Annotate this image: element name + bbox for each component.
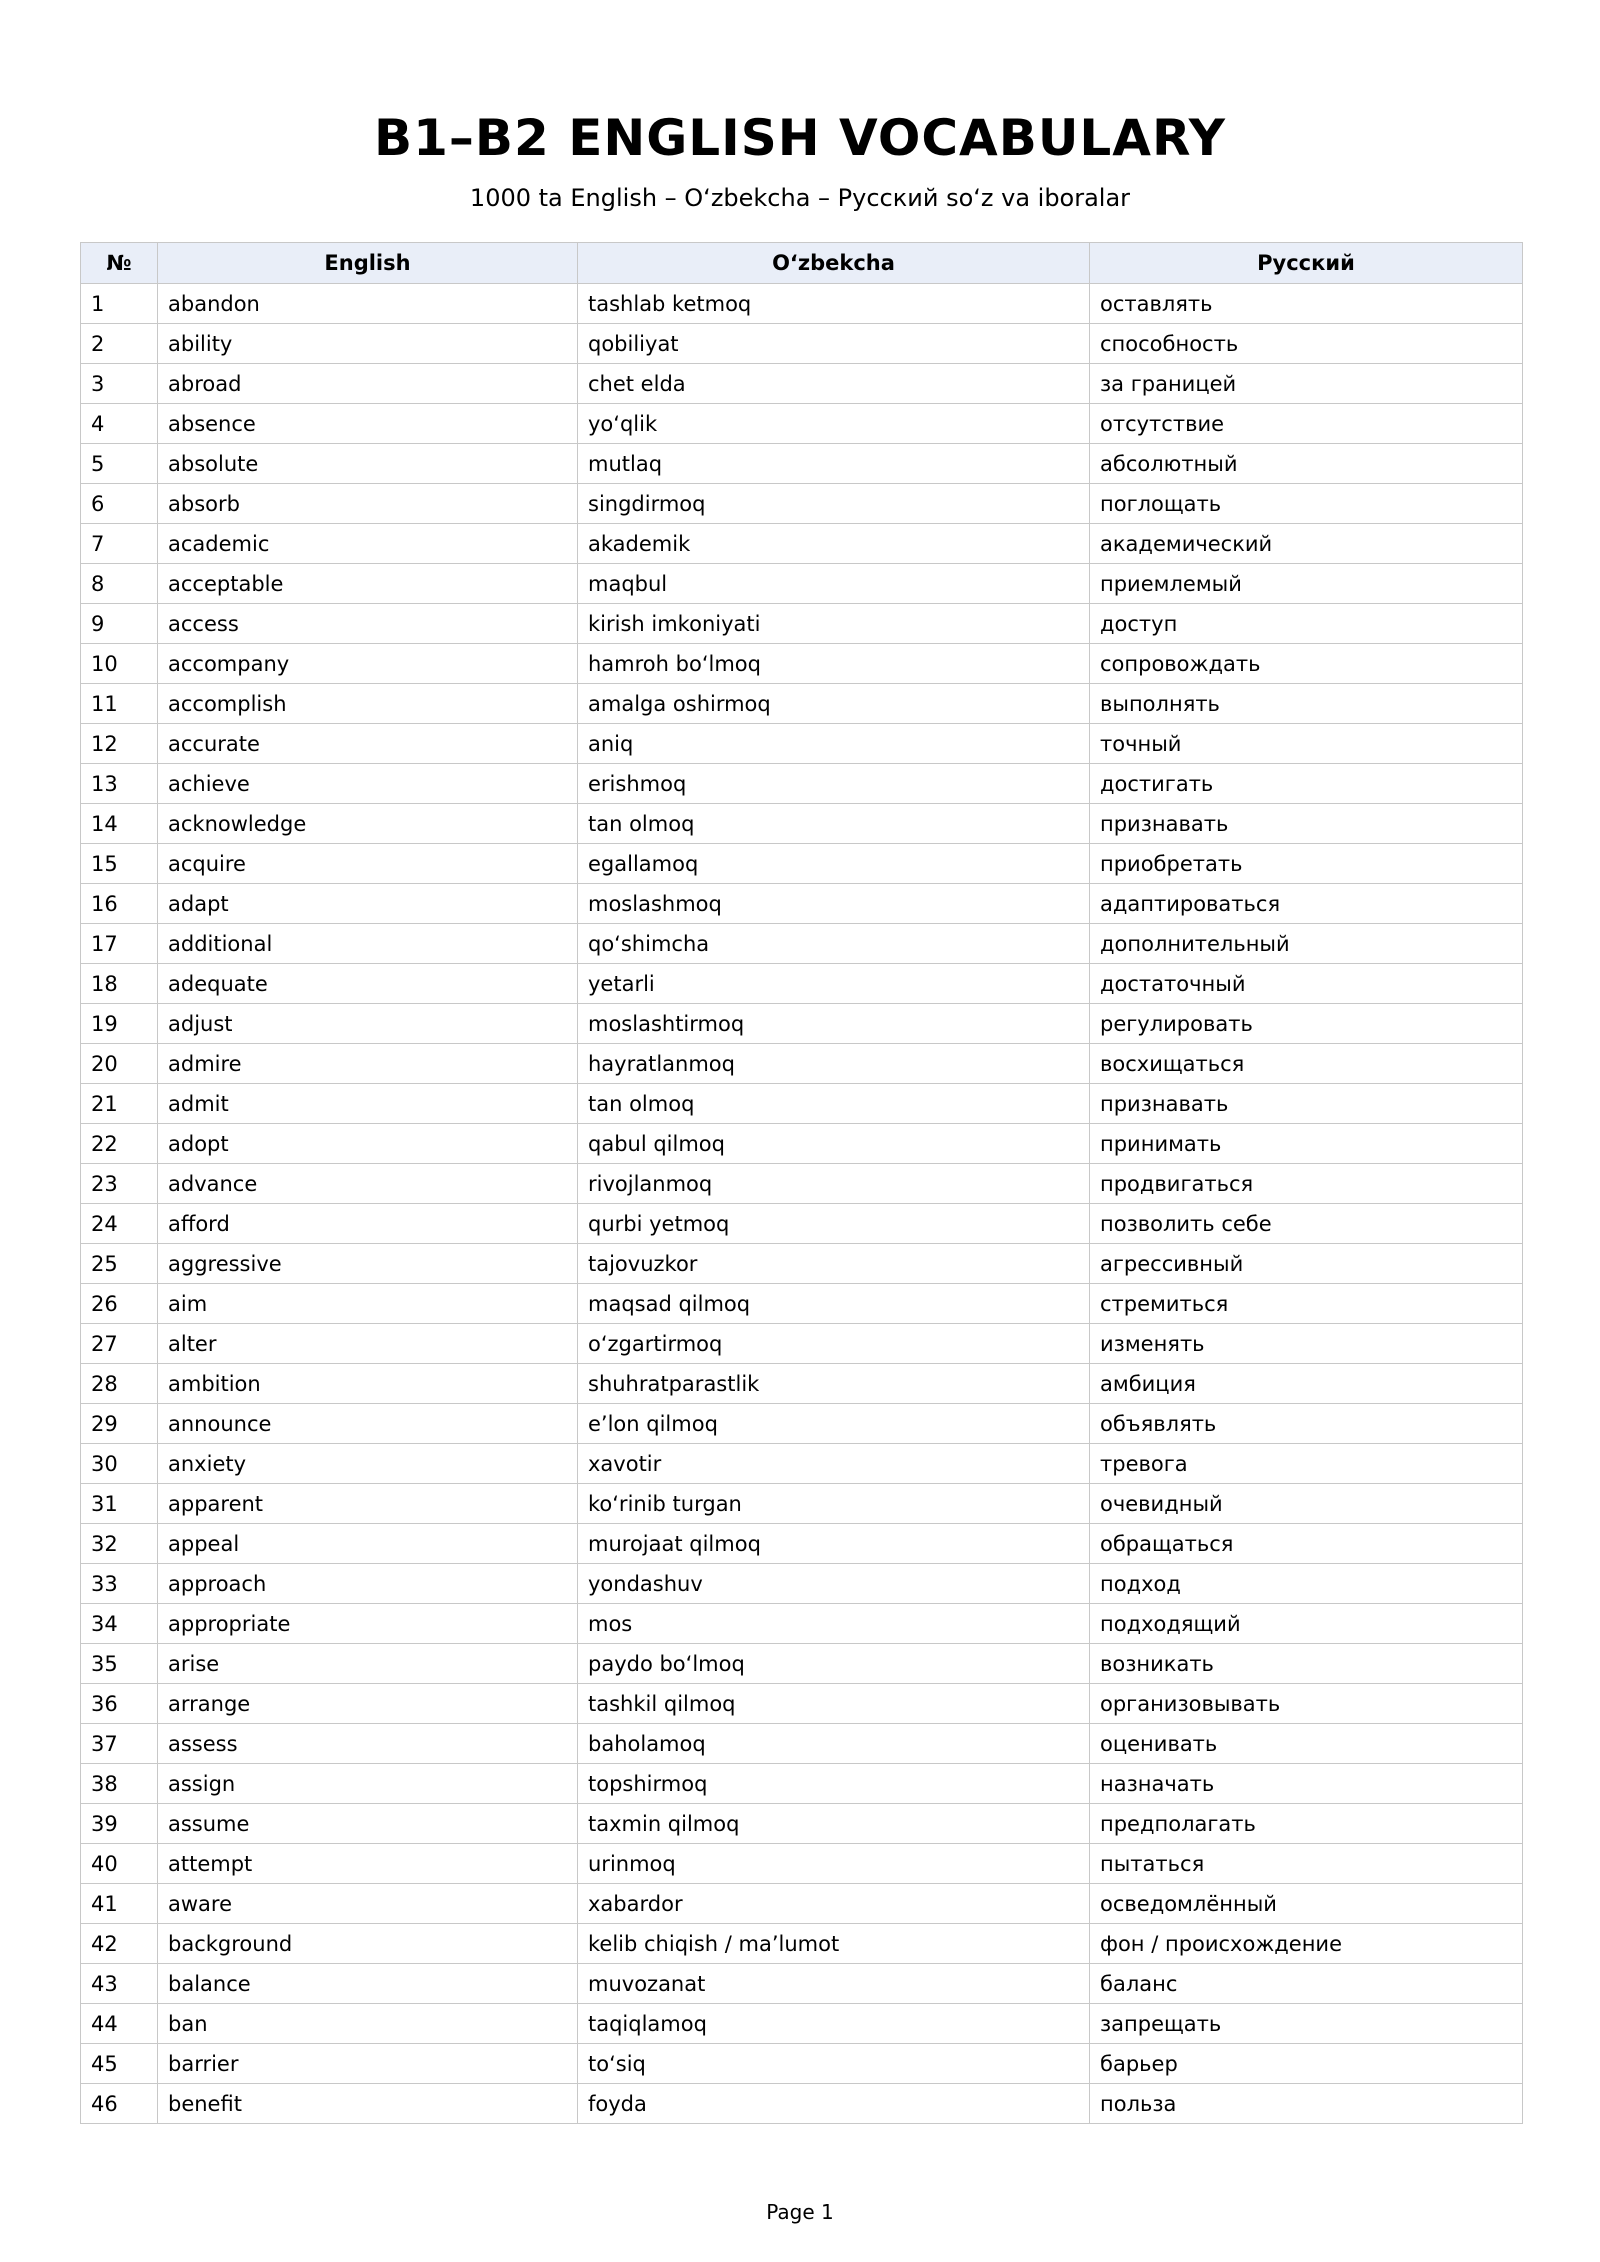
- table-row: [81, 1244, 1523, 1284]
- cell-number: 8: [81, 564, 158, 604]
- cell-english: accomplish: [158, 684, 578, 724]
- cell-russian: оставлять: [1090, 284, 1523, 324]
- cell-uzbek: kirish imkoniyati: [578, 604, 1090, 644]
- cell-russian: отсутствие: [1090, 404, 1523, 444]
- table-row: [81, 284, 1523, 324]
- table-row: [81, 1164, 1523, 1204]
- table-row: [81, 564, 1523, 604]
- cell-russian: барьер: [1090, 2044, 1523, 2084]
- page-title: B1–B2 ENGLISH VOCABULARY: [374, 109, 1226, 167]
- cell-uzbek: taxmin qilmoq: [578, 1804, 1090, 1844]
- cell-russian: подход: [1090, 1564, 1523, 1604]
- cell-english: aggressive: [158, 1244, 578, 1284]
- cell-russian: агрессивный: [1090, 1244, 1523, 1284]
- cell-uzbek: maqsad qilmoq: [578, 1284, 1090, 1324]
- vocabulary-table: [80, 242, 1523, 2124]
- cell-number: 30: [81, 1444, 158, 1484]
- cell-english: afford: [158, 1204, 578, 1244]
- table-row: [81, 1284, 1523, 1324]
- cell-uzbek: muvozanat: [578, 1964, 1090, 2004]
- cell-uzbek: baholamoq: [578, 1724, 1090, 1764]
- table-row: [81, 924, 1523, 964]
- cell-number: 31: [81, 1484, 158, 1524]
- table-row: [81, 1684, 1523, 1724]
- cell-number: 27: [81, 1324, 158, 1364]
- cell-english: advance: [158, 1164, 578, 1204]
- cell-uzbek: mos: [578, 1604, 1090, 1644]
- cell-english: appropriate: [158, 1604, 578, 1644]
- cell-number: 23: [81, 1164, 158, 1204]
- table-row: [81, 1604, 1523, 1644]
- table-row: [81, 2004, 1523, 2044]
- cell-number: 44: [81, 2004, 158, 2044]
- cell-russian: доступ: [1090, 604, 1523, 644]
- table-row: [81, 1124, 1523, 1164]
- cell-russian: дополнительный: [1090, 924, 1523, 964]
- cell-number: 25: [81, 1244, 158, 1284]
- cell-uzbek: urinmoq: [578, 1844, 1090, 1884]
- cell-english: announce: [158, 1404, 578, 1444]
- table-row: [81, 964, 1523, 1004]
- table-row: [81, 1324, 1523, 1364]
- table-row: [81, 1404, 1523, 1444]
- cell-number: 26: [81, 1284, 158, 1324]
- cell-english: attempt: [158, 1844, 578, 1884]
- cell-english: abandon: [158, 284, 578, 324]
- cell-russian: предполагать: [1090, 1804, 1523, 1844]
- cell-uzbek: tan olmoq: [578, 804, 1090, 844]
- cell-number: 19: [81, 1004, 158, 1044]
- cell-russian: стремиться: [1090, 1284, 1523, 1324]
- cell-english: accompany: [158, 644, 578, 684]
- table-row: [81, 724, 1523, 764]
- page-subtitle: 1000 ta English – O‘zbekcha – Русский so‘z va iboralar: [469, 184, 1131, 212]
- cell-english: acceptable: [158, 564, 578, 604]
- cell-uzbek: chet elda: [578, 364, 1090, 404]
- cell-russian: возникать: [1090, 1644, 1523, 1684]
- cell-uzbek: hamroh bo‘lmoq: [578, 644, 1090, 684]
- cell-uzbek: akademik: [578, 524, 1090, 564]
- cell-uzbek: to‘siq: [578, 2044, 1090, 2084]
- cell-number: 37: [81, 1724, 158, 1764]
- cell-number: 24: [81, 1204, 158, 1244]
- cell-uzbek: xavotir: [578, 1444, 1090, 1484]
- table-row: [81, 1564, 1523, 1604]
- table-row: [81, 2084, 1523, 2124]
- cell-uzbek: moslashmoq: [578, 884, 1090, 924]
- cell-russian: изменять: [1090, 1324, 1523, 1364]
- cell-english: adjust: [158, 1004, 578, 1044]
- table-row: [81, 644, 1523, 684]
- table-row: [81, 1044, 1523, 1084]
- table-row: [81, 1764, 1523, 1804]
- cell-english: alter: [158, 1324, 578, 1364]
- cell-english: ability: [158, 324, 578, 364]
- table-row: [81, 844, 1523, 884]
- table-row: [81, 1364, 1523, 1404]
- cell-uzbek: murojaat qilmoq: [578, 1524, 1090, 1564]
- table-row: [81, 684, 1523, 724]
- table-row: [81, 1724, 1523, 1764]
- table-row: [81, 1844, 1523, 1884]
- cell-number: 45: [81, 2044, 158, 2084]
- cell-russian: польза: [1090, 2084, 1523, 2124]
- cell-number: 33: [81, 1564, 158, 1604]
- cell-number: 18: [81, 964, 158, 1004]
- cell-english: assess: [158, 1724, 578, 1764]
- cell-russian: выполнять: [1090, 684, 1523, 724]
- cell-uzbek: amalga oshirmoq: [578, 684, 1090, 724]
- cell-russian: признавать: [1090, 1084, 1523, 1124]
- cell-number: 43: [81, 1964, 158, 2004]
- cell-english: ambition: [158, 1364, 578, 1404]
- cell-uzbek: singdirmoq: [578, 484, 1090, 524]
- cell-russian: баланс: [1090, 1964, 1523, 2004]
- cell-english: appeal: [158, 1524, 578, 1564]
- cell-number: 3: [81, 364, 158, 404]
- cell-russian: оценивать: [1090, 1724, 1523, 1764]
- cell-number: 35: [81, 1644, 158, 1684]
- cell-number: 40: [81, 1844, 158, 1884]
- page-number: Page 1: [766, 2200, 834, 2224]
- cell-number: 36: [81, 1684, 158, 1724]
- cell-russian: запрещать: [1090, 2004, 1523, 2044]
- table-row: [81, 604, 1523, 644]
- cell-english: accurate: [158, 724, 578, 764]
- cell-english: achieve: [158, 764, 578, 804]
- table-row: [81, 1204, 1523, 1244]
- cell-english: assign: [158, 1764, 578, 1804]
- cell-number: 4: [81, 404, 158, 444]
- cell-russian: достаточный: [1090, 964, 1523, 1004]
- cell-russian: назначать: [1090, 1764, 1523, 1804]
- cell-number: 42: [81, 1924, 158, 1964]
- cell-english: anxiety: [158, 1444, 578, 1484]
- cell-russian: восхищаться: [1090, 1044, 1523, 1084]
- cell-number: 5: [81, 444, 158, 484]
- cell-english: absorb: [158, 484, 578, 524]
- cell-uzbek: yo‘qlik: [578, 404, 1090, 444]
- table-row: [81, 524, 1523, 564]
- table-row: [81, 1444, 1523, 1484]
- cell-english: aware: [158, 1884, 578, 1924]
- cell-number: 15: [81, 844, 158, 884]
- cell-english: arise: [158, 1644, 578, 1684]
- cell-uzbek: hayratlanmoq: [578, 1044, 1090, 1084]
- cell-number: 7: [81, 524, 158, 564]
- cell-english: abroad: [158, 364, 578, 404]
- table-row: [81, 1084, 1523, 1124]
- table-row: [81, 1924, 1523, 1964]
- cell-russian: обращаться: [1090, 1524, 1523, 1564]
- table-row: [81, 444, 1523, 484]
- cell-russian: адаптироваться: [1090, 884, 1523, 924]
- cell-number: 32: [81, 1524, 158, 1564]
- cell-number: 21: [81, 1084, 158, 1124]
- cell-english: admire: [158, 1044, 578, 1084]
- cell-russian: академический: [1090, 524, 1523, 564]
- table-body: [81, 284, 1523, 2124]
- cell-russian: фон / происхождение: [1090, 1924, 1523, 1964]
- cell-uzbek: mutlaq: [578, 444, 1090, 484]
- cell-english: barrier: [158, 2044, 578, 2084]
- cell-english: background: [158, 1924, 578, 1964]
- cell-russian: осведомлённый: [1090, 1884, 1523, 1924]
- cell-english: adapt: [158, 884, 578, 924]
- cell-english: absence: [158, 404, 578, 444]
- cell-uzbek: o‘zgartirmoq: [578, 1324, 1090, 1364]
- column-header-uzbek: O‘zbekcha: [578, 243, 1090, 284]
- cell-uzbek: tashkil qilmoq: [578, 1684, 1090, 1724]
- cell-english: access: [158, 604, 578, 644]
- cell-number: 17: [81, 924, 158, 964]
- cell-number: 46: [81, 2084, 158, 2124]
- cell-uzbek: kelib chiqish / ma’lumot: [578, 1924, 1090, 1964]
- cell-russian: за границей: [1090, 364, 1523, 404]
- cell-russian: способность: [1090, 324, 1523, 364]
- cell-russian: очевидный: [1090, 1484, 1523, 1524]
- table-row: [81, 364, 1523, 404]
- cell-number: 2: [81, 324, 158, 364]
- cell-english: adequate: [158, 964, 578, 1004]
- table-row: [81, 1004, 1523, 1044]
- cell-uzbek: tajovuzkor: [578, 1244, 1090, 1284]
- cell-english: assume: [158, 1804, 578, 1844]
- cell-english: absolute: [158, 444, 578, 484]
- cell-russian: продвигаться: [1090, 1164, 1523, 1204]
- cell-english: apparent: [158, 1484, 578, 1524]
- cell-russian: регулировать: [1090, 1004, 1523, 1044]
- cell-uzbek: yondashuv: [578, 1564, 1090, 1604]
- table-header-row: [81, 243, 1523, 284]
- table-row: [81, 324, 1523, 364]
- table-row: [81, 1524, 1523, 1564]
- cell-english: acquire: [158, 844, 578, 884]
- cell-uzbek: rivojlanmoq: [578, 1164, 1090, 1204]
- cell-uzbek: xabardor: [578, 1884, 1090, 1924]
- cell-russian: подходящий: [1090, 1604, 1523, 1644]
- cell-english: academic: [158, 524, 578, 564]
- cell-english: approach: [158, 1564, 578, 1604]
- column-header-russian: Русский: [1090, 243, 1523, 284]
- cell-uzbek: qo‘shimcha: [578, 924, 1090, 964]
- cell-uzbek: tan olmoq: [578, 1084, 1090, 1124]
- cell-number: 6: [81, 484, 158, 524]
- cell-number: 41: [81, 1884, 158, 1924]
- cell-number: 29: [81, 1404, 158, 1444]
- cell-number: 20: [81, 1044, 158, 1084]
- cell-number: 39: [81, 1804, 158, 1844]
- cell-english: ban: [158, 2004, 578, 2044]
- cell-russian: принимать: [1090, 1124, 1523, 1164]
- cell-number: 14: [81, 804, 158, 844]
- cell-russian: сопровождать: [1090, 644, 1523, 684]
- cell-uzbek: ko‘rinib turgan: [578, 1484, 1090, 1524]
- cell-russian: приемлемый: [1090, 564, 1523, 604]
- cell-russian: абсолютный: [1090, 444, 1523, 484]
- cell-uzbek: erishmoq: [578, 764, 1090, 804]
- cell-uzbek: aniq: [578, 724, 1090, 764]
- cell-russian: амбиция: [1090, 1364, 1523, 1404]
- cell-number: 13: [81, 764, 158, 804]
- cell-number: 11: [81, 684, 158, 724]
- cell-uzbek: egallamoq: [578, 844, 1090, 884]
- table-row: [81, 404, 1523, 444]
- table-row: [81, 1644, 1523, 1684]
- cell-number: 22: [81, 1124, 158, 1164]
- table-row: [81, 484, 1523, 524]
- cell-uzbek: e’lon qilmoq: [578, 1404, 1090, 1444]
- column-header-number: №: [81, 243, 158, 284]
- cell-uzbek: qobiliyat: [578, 324, 1090, 364]
- cell-russian: пытаться: [1090, 1844, 1523, 1884]
- column-header-english: English: [158, 243, 578, 284]
- cell-number: 10: [81, 644, 158, 684]
- table-row: [81, 1484, 1523, 1524]
- cell-russian: организовывать: [1090, 1684, 1523, 1724]
- cell-english: balance: [158, 1964, 578, 2004]
- table-row: [81, 1804, 1523, 1844]
- cell-uzbek: topshirmoq: [578, 1764, 1090, 1804]
- cell-uzbek: maqbul: [578, 564, 1090, 604]
- cell-uzbek: yetarli: [578, 964, 1090, 1004]
- table-row: [81, 764, 1523, 804]
- cell-uzbek: taqiqlamoq: [578, 2004, 1090, 2044]
- cell-uzbek: qurbi yetmoq: [578, 1204, 1090, 1244]
- cell-number: 12: [81, 724, 158, 764]
- cell-russian: поглощать: [1090, 484, 1523, 524]
- cell-english: aim: [158, 1284, 578, 1324]
- cell-english: arrange: [158, 1684, 578, 1724]
- cell-uzbek: moslashtirmoq: [578, 1004, 1090, 1044]
- cell-russian: приобретать: [1090, 844, 1523, 884]
- cell-uzbek: paydo bo‘lmoq: [578, 1644, 1090, 1684]
- cell-english: adopt: [158, 1124, 578, 1164]
- table-row: [81, 804, 1523, 844]
- cell-russian: объявлять: [1090, 1404, 1523, 1444]
- cell-number: 34: [81, 1604, 158, 1644]
- cell-number: 9: [81, 604, 158, 644]
- cell-uzbek: qabul qilmoq: [578, 1124, 1090, 1164]
- table-row: [81, 884, 1523, 924]
- cell-number: 16: [81, 884, 158, 924]
- cell-uzbek: foyda: [578, 2084, 1090, 2124]
- cell-english: admit: [158, 1084, 578, 1124]
- table-row: [81, 2044, 1523, 2084]
- cell-uzbek: shuhratparastlik: [578, 1364, 1090, 1404]
- table-row: [81, 1884, 1523, 1924]
- cell-uzbek: tashlab ketmoq: [578, 284, 1090, 324]
- table-row: [81, 1964, 1523, 2004]
- cell-russian: признавать: [1090, 804, 1523, 844]
- cell-russian: достигать: [1090, 764, 1523, 804]
- cell-english: additional: [158, 924, 578, 964]
- cell-russian: позволить себе: [1090, 1204, 1523, 1244]
- cell-russian: точный: [1090, 724, 1523, 764]
- cell-english: acknowledge: [158, 804, 578, 844]
- cell-number: 38: [81, 1764, 158, 1804]
- cell-number: 1: [81, 284, 158, 324]
- cell-english: benefit: [158, 2084, 578, 2124]
- cell-number: 28: [81, 1364, 158, 1404]
- cell-russian: тревога: [1090, 1444, 1523, 1484]
